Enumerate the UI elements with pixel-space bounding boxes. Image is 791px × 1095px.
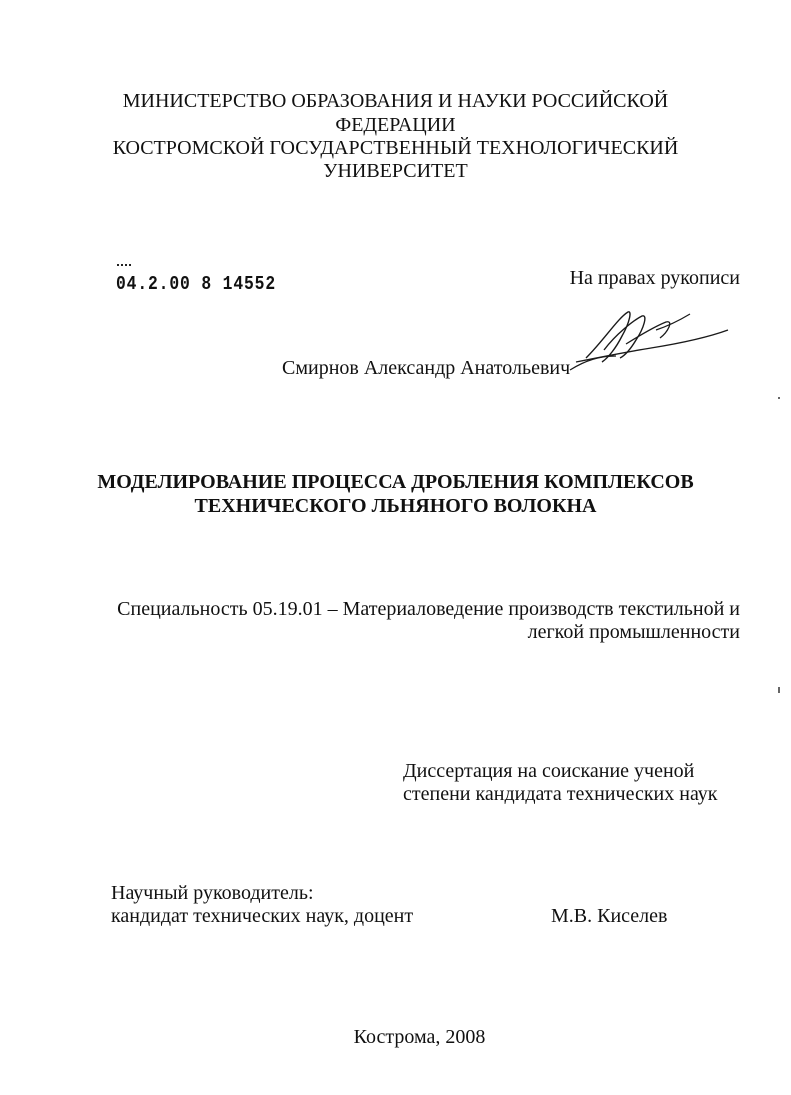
registration-stamp-number: 04.2.00 8 14552 <box>116 273 276 295</box>
author-name: Смирнов Александр Анатольевич <box>282 357 571 379</box>
specialty-line-2: легкой промышленности <box>527 621 740 643</box>
scan-speck <box>778 397 780 399</box>
supervisor-degree: кандидат технических наук, доцент <box>111 905 414 927</box>
dissertation-title-line-1: МОДЕЛИРОВАНИЕ ПРОЦЕССА ДРОБЛЕНИЯ КОМПЛЕКСОВ <box>97 471 694 493</box>
supervisor-label: Научный руководитель: <box>111 882 314 904</box>
supervisor-name: М.В. Киселев <box>551 905 668 927</box>
institution-line-3: КОСТРОМСКОЙ ГОСУДАРСТВЕННЫЙ ТЕХНОЛОГИЧЕСКИЙ <box>112 137 679 159</box>
specialty-line-1: Специальность 05.19.01 – Материаловедение производств текстильной и <box>117 598 740 620</box>
institution-line-1: МИНИСТЕРСТВО ОБРАЗОВАНИЯ И НАУКИ РОССИЙСКОЙ <box>122 90 669 112</box>
handwritten-signature <box>556 300 736 390</box>
city-year: Кострома, 2008 <box>353 1026 486 1048</box>
dissertation-purpose-line-1: Диссертация на соискание ученой <box>403 760 695 782</box>
institution-line-2: ФЕДЕРАЦИИ <box>335 114 456 136</box>
dissertation-title-line-2: ТЕХНИЧЕСКОГО ЛЬНЯНОГО ВОЛОКНА <box>194 495 597 517</box>
institution-line-4: УНИВЕРСИТЕТ <box>323 160 468 182</box>
scan-speck <box>778 687 780 693</box>
manuscript-rights-note: На правах рукописи <box>569 267 740 289</box>
stamp-mark <box>117 264 131 269</box>
dissertation-purpose-line-2: степени кандидата технических наук <box>403 783 718 805</box>
